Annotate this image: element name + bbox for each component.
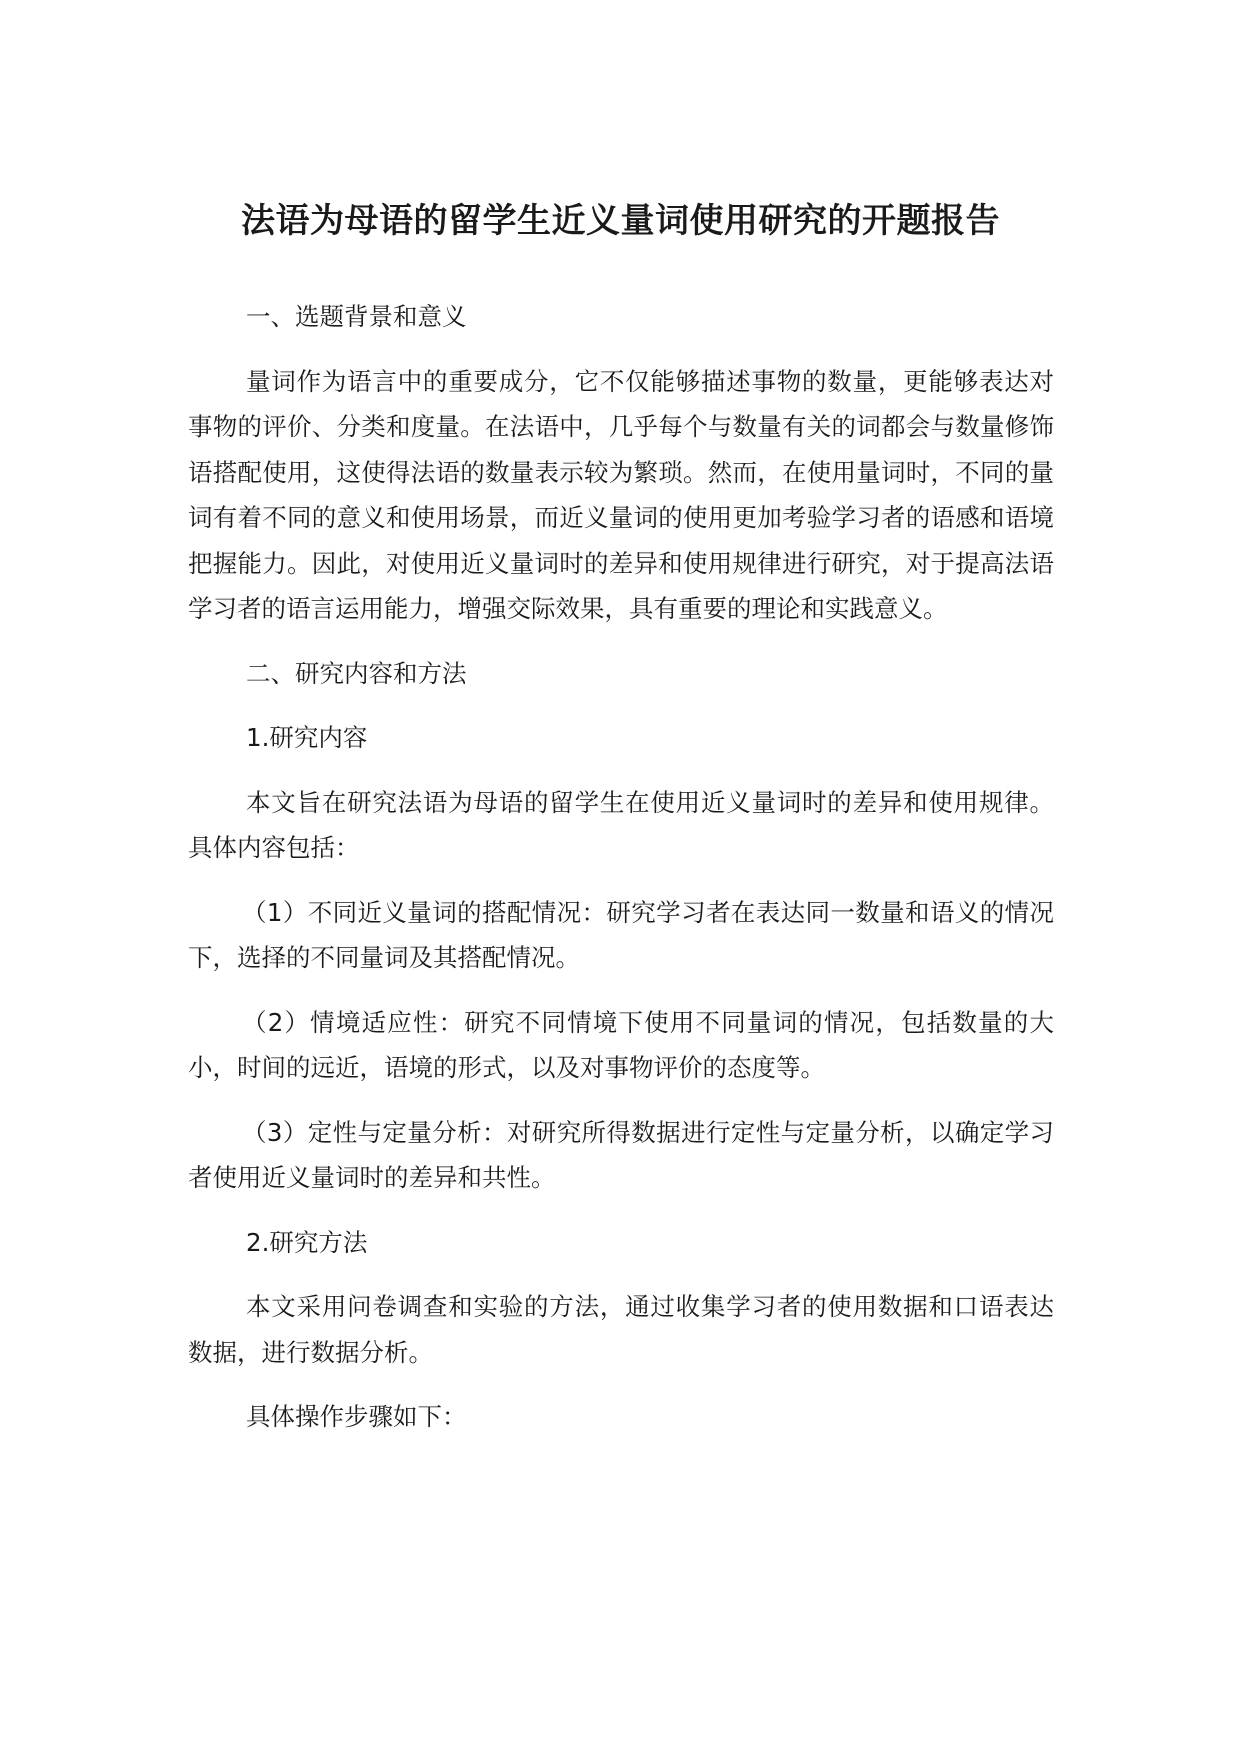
list-item-1: （1）不同近义量词的搭配情况：研究学习者在表达同一数量和语义的情况下，选择的不同量词及其搭配情况。 [188,897,1054,972]
document-title: 法语为母语的留学生近义量词使用研究的开题报告 [241,200,1000,241]
subheading-research-method: 2.研究方法 [246,1227,368,1257]
paragraph-method: 本文采用问卷调查和实验的方法，通过收集学习者的使用数据和口语表达数据，进行数据分析。 [188,1292,1054,1367]
subheading-research-content: 1.研究内容 [246,723,368,752]
paragraph-content-intro: 本文旨在研究法语为母语的留学生在使用近义量词时的差异和使用规律。具体内容包括： [188,787,1054,862]
paragraph-steps-intro: 具体操作步骤如下： [246,1402,467,1431]
section-heading-content-method: 二、研究内容和方法 [246,658,467,688]
section-heading-background: 一、选题背景和意义 [246,302,467,331]
list-item-3: （3）定性与定量分析：对研究所得数据进行定性与定量分析，以确定学习者使用近义量词时的差异和共性。 [188,1117,1054,1192]
document-body [188,294,1054,1459]
list-item-2: （2）情境适应性：研究不同情境下使用不同量词的情况，包括数量的大小，时间的远近，语境的形式，以及对事物评价的态度等。 [188,1007,1054,1082]
paragraph-background: 量词作为语言中的重要成分，它不仅能够描述事物的数量，更能够表达对事物的评价、分类和度量。在法语中，几乎每个与数量有关的词都会与数量修饰语搭配使用，这使得法语的数量表示较为繁琐。然而，在使用量词时，不同的量词有着不同的意义和使用场景，而近义量词的使用更加考验学习者的语感和语境把握能力。因此，对使用近义量词时的差异和使用规律进行研究，对于提高法语学习者的语言运用能力，增强交际效果，具有重要的理论和实践意义。 [188,366,1054,623]
